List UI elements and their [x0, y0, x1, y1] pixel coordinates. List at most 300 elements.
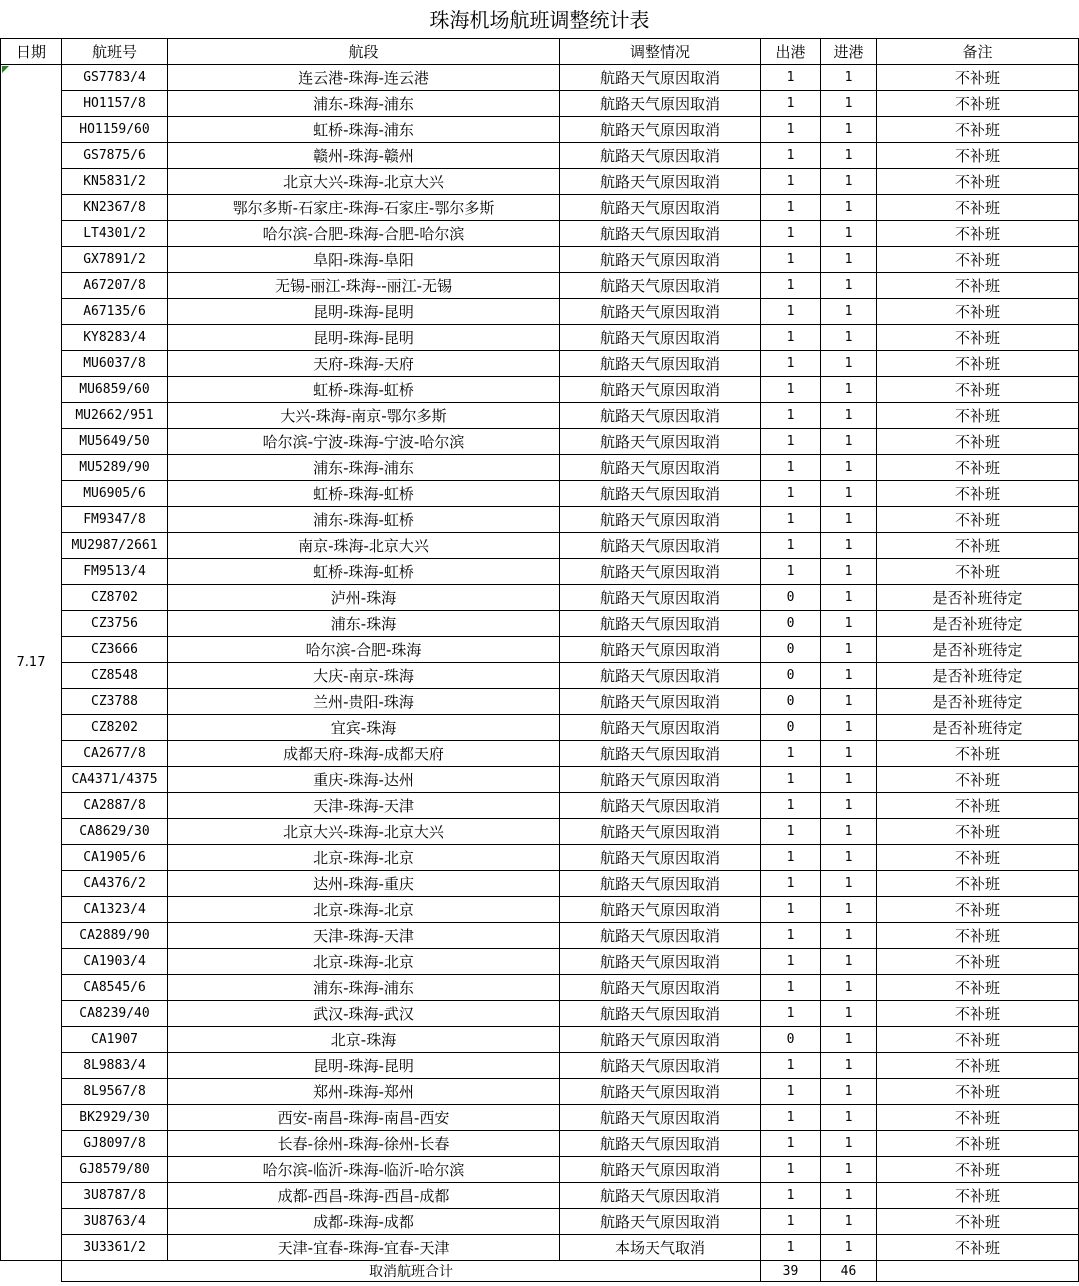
route-cell[interactable]: 哈尔滨-合肥-珠海-合肥-哈尔滨	[168, 221, 560, 247]
remark-cell[interactable]: 是否补班待定	[877, 663, 1079, 689]
adjustment-cell[interactable]: 航路天气原因取消	[560, 845, 761, 871]
remark-cell[interactable]: 不补班	[877, 1053, 1079, 1079]
adjustment-cell[interactable]: 航路天气原因取消	[560, 169, 761, 195]
flight-no-cell[interactable]: HO1157/8	[62, 91, 168, 117]
adjustment-cell[interactable]: 航路天气原因取消	[560, 481, 761, 507]
adjustment-cell[interactable]: 航路天气原因取消	[560, 117, 761, 143]
route-cell[interactable]: 昆明-珠海-昆明	[168, 325, 560, 351]
out-count-cell[interactable]: 1	[761, 871, 821, 897]
route-cell[interactable]: 阜阳-珠海-阜阳	[168, 247, 560, 273]
remark-cell[interactable]: 不补班	[877, 1079, 1079, 1105]
flight-no-cell[interactable]: MU6859/60	[62, 377, 168, 403]
total-blank-cell[interactable]	[1, 1261, 62, 1282]
flight-no-cell[interactable]: 3U8787/8	[62, 1183, 168, 1209]
total-in[interactable]: 46	[821, 1261, 877, 1282]
flight-no-cell[interactable]: CZ3756	[62, 611, 168, 637]
flight-no-cell[interactable]: MU2987/2661	[62, 533, 168, 559]
in-count-cell[interactable]: 1	[821, 143, 877, 169]
adjustment-cell[interactable]: 航路天气原因取消	[560, 403, 761, 429]
adjustment-cell[interactable]: 航路天气原因取消	[560, 299, 761, 325]
adjustment-cell[interactable]: 航路天气原因取消	[560, 507, 761, 533]
remark-cell[interactable]: 不补班	[877, 273, 1079, 299]
header-adjustment[interactable]: 调整情况	[560, 39, 761, 65]
total-out[interactable]: 39	[761, 1261, 821, 1282]
remark-cell[interactable]: 不补班	[877, 793, 1079, 819]
remark-cell[interactable]: 不补班	[877, 1105, 1079, 1131]
route-cell[interactable]: 虹桥-珠海-虹桥	[168, 481, 560, 507]
adjustment-cell[interactable]: 航路天气原因取消	[560, 221, 761, 247]
remark-cell[interactable]: 不补班	[877, 325, 1079, 351]
out-count-cell[interactable]: 1	[761, 559, 821, 585]
in-count-cell[interactable]: 1	[821, 741, 877, 767]
adjustment-cell[interactable]: 航路天气原因取消	[560, 611, 761, 637]
remark-cell[interactable]: 不补班	[877, 533, 1079, 559]
in-count-cell[interactable]: 1	[821, 1131, 877, 1157]
out-count-cell[interactable]: 1	[761, 1001, 821, 1027]
remark-cell[interactable]: 不补班	[877, 247, 1079, 273]
flight-no-cell[interactable]: 3U3361/2	[62, 1235, 168, 1261]
adjustment-cell[interactable]: 本场天气取消	[560, 1235, 761, 1261]
flight-no-cell[interactable]: CA1903/4	[62, 949, 168, 975]
flight-no-cell[interactable]: MU5649/50	[62, 429, 168, 455]
flight-no-cell[interactable]: CZ8548	[62, 663, 168, 689]
route-cell[interactable]: 北京大兴-珠海-北京大兴	[168, 819, 560, 845]
adjustment-cell[interactable]: 航路天气原因取消	[560, 949, 761, 975]
flight-no-cell[interactable]: CA2889/90	[62, 923, 168, 949]
out-count-cell[interactable]: 1	[761, 65, 821, 91]
in-count-cell[interactable]: 1	[821, 1079, 877, 1105]
flight-no-cell[interactable]: GS7875/6	[62, 143, 168, 169]
route-cell[interactable]: 宜宾-珠海	[168, 715, 560, 741]
in-count-cell[interactable]: 1	[821, 611, 877, 637]
header-remark[interactable]: 备注	[877, 39, 1079, 65]
route-cell[interactable]: 昆明-珠海-昆明	[168, 1053, 560, 1079]
adjustment-cell[interactable]: 航路天气原因取消	[560, 819, 761, 845]
table-row	[1, 91, 1079, 117]
in-count-cell[interactable]: 1	[821, 845, 877, 871]
in-count-cell[interactable]: 1	[821, 65, 877, 91]
total-label[interactable]: 取消航班合计	[62, 1261, 761, 1282]
route-cell[interactable]: 北京大兴-珠海-北京大兴	[168, 169, 560, 195]
route-cell[interactable]: 达州-珠海-重庆	[168, 871, 560, 897]
adjustment-cell[interactable]: 航路天气原因取消	[560, 897, 761, 923]
remark-cell[interactable]: 不补班	[877, 1131, 1079, 1157]
remark-cell[interactable]: 是否补班待定	[877, 689, 1079, 715]
route-cell[interactable]: 浦东-珠海-浦东	[168, 455, 560, 481]
out-count-cell[interactable]: 1	[761, 975, 821, 1001]
out-count-cell[interactable]: 1	[761, 299, 821, 325]
route-cell[interactable]: 浦东-珠海-浦东	[168, 975, 560, 1001]
in-count-cell[interactable]: 1	[821, 1001, 877, 1027]
remark-cell[interactable]: 是否补班待定	[877, 637, 1079, 663]
flight-no-cell[interactable]: FM9513/4	[62, 559, 168, 585]
flight-no-cell[interactable]: CZ3666	[62, 637, 168, 663]
flight-no-cell[interactable]: GJ8579/80	[62, 1157, 168, 1183]
out-count-cell[interactable]: 1	[761, 481, 821, 507]
table-row	[1, 533, 1079, 559]
flight-no-cell[interactable]: MU6905/6	[62, 481, 168, 507]
out-count-cell[interactable]: 1	[761, 247, 821, 273]
table-row	[1, 559, 1079, 585]
remark-cell[interactable]: 不补班	[877, 1183, 1079, 1209]
in-count-cell[interactable]: 1	[821, 585, 877, 611]
route-cell[interactable]: 无锡-丽江-珠海--丽江-无锡	[168, 273, 560, 299]
header-route[interactable]: 航段	[168, 39, 560, 65]
in-count-cell[interactable]: 1	[821, 793, 877, 819]
flight-no-cell[interactable]: FM9347/8	[62, 507, 168, 533]
remark-cell[interactable]: 不补班	[877, 1235, 1079, 1261]
route-cell[interactable]: 北京-珠海-北京	[168, 949, 560, 975]
flight-no-cell[interactable]: MU6037/8	[62, 351, 168, 377]
in-count-cell[interactable]: 1	[821, 481, 877, 507]
adjustment-cell[interactable]: 航路天气原因取消	[560, 91, 761, 117]
out-count-cell[interactable]: 0	[761, 715, 821, 741]
out-count-cell[interactable]: 1	[761, 273, 821, 299]
flight-no-cell[interactable]: HO1159/60	[62, 117, 168, 143]
remark-cell[interactable]: 不补班	[877, 767, 1079, 793]
flight-no-cell[interactable]: CZ8202	[62, 715, 168, 741]
in-count-cell[interactable]: 1	[821, 91, 877, 117]
remark-cell[interactable]: 不补班	[877, 923, 1079, 949]
table-row	[1, 1209, 1079, 1235]
in-count-cell[interactable]: 1	[821, 1105, 877, 1131]
in-count-cell[interactable]: 1	[821, 1157, 877, 1183]
route-cell[interactable]: 天津-珠海-天津	[168, 923, 560, 949]
table-row	[1, 403, 1079, 429]
in-count-cell[interactable]: 1	[821, 923, 877, 949]
flight-no-cell[interactable]: A67135/6	[62, 299, 168, 325]
adjustment-cell[interactable]: 航路天气原因取消	[560, 741, 761, 767]
out-count-cell[interactable]: 1	[761, 1079, 821, 1105]
remark-cell[interactable]: 不补班	[877, 455, 1079, 481]
flight-no-cell[interactable]: CA4376/2	[62, 871, 168, 897]
header-row	[1, 39, 1079, 65]
route-cell[interactable]: 哈尔滨-宁波-珠海-宁波-哈尔滨	[168, 429, 560, 455]
route-cell[interactable]: 虹桥-珠海-浦东	[168, 117, 560, 143]
in-count-cell[interactable]: 1	[821, 429, 877, 455]
table-row	[1, 1157, 1079, 1183]
adjustment-cell[interactable]: 航路天气原因取消	[560, 923, 761, 949]
in-count-cell[interactable]: 1	[821, 377, 877, 403]
header-flight-no[interactable]: 航班号	[62, 39, 168, 65]
adjustment-cell[interactable]: 航路天气原因取消	[560, 1079, 761, 1105]
remark-cell[interactable]: 不补班	[877, 897, 1079, 923]
route-cell[interactable]: 天津-珠海-天津	[168, 793, 560, 819]
flight-no-cell[interactable]: GX7891/2	[62, 247, 168, 273]
route-cell[interactable]: 大庆-南京-珠海	[168, 663, 560, 689]
out-count-cell[interactable]: 1	[761, 767, 821, 793]
in-count-cell[interactable]: 1	[821, 117, 877, 143]
route-cell[interactable]: 浦东-珠海-浦东	[168, 91, 560, 117]
out-count-cell[interactable]: 0	[761, 585, 821, 611]
adjustment-cell[interactable]: 航路天气原因取消	[560, 143, 761, 169]
route-cell[interactable]: 哈尔滨-合肥-珠海	[168, 637, 560, 663]
out-count-cell[interactable]: 1	[761, 897, 821, 923]
adjustment-cell[interactable]: 航路天气原因取消	[560, 1209, 761, 1235]
flight-no-cell[interactable]: CA2887/8	[62, 793, 168, 819]
remark-cell[interactable]: 是否补班待定	[877, 585, 1079, 611]
adjustment-cell[interactable]: 航路天气原因取消	[560, 1027, 761, 1053]
remark-cell[interactable]: 不补班	[877, 117, 1079, 143]
route-cell[interactable]: 天津-宜春-珠海-宜春-天津	[168, 1235, 560, 1261]
remark-cell[interactable]: 不补班	[877, 195, 1079, 221]
in-count-cell[interactable]: 1	[821, 247, 877, 273]
in-count-cell[interactable]: 1	[821, 169, 877, 195]
route-cell[interactable]: 连云港-珠海-连云港	[168, 65, 560, 91]
flight-no-cell[interactable]: A67207/8	[62, 273, 168, 299]
route-cell[interactable]: 长春-徐州-珠海-徐州-长春	[168, 1131, 560, 1157]
route-cell[interactable]: 大兴-珠海-南京-鄂尔多斯	[168, 403, 560, 429]
adjustment-cell[interactable]: 航路天气原因取消	[560, 715, 761, 741]
in-count-cell[interactable]: 1	[821, 1053, 877, 1079]
in-count-cell[interactable]: 1	[821, 325, 877, 351]
route-cell[interactable]: 鄂尔多斯-石家庄-珠海-石家庄-鄂尔多斯	[168, 195, 560, 221]
route-cell[interactable]: 南京-珠海-北京大兴	[168, 533, 560, 559]
remark-cell[interactable]: 不补班	[877, 507, 1079, 533]
remark-cell[interactable]: 不补班	[877, 429, 1079, 455]
flight-no-cell[interactable]: CZ3788	[62, 689, 168, 715]
route-cell[interactable]: 泸州-珠海	[168, 585, 560, 611]
in-count-cell[interactable]: 1	[821, 767, 877, 793]
out-count-cell[interactable]: 0	[761, 611, 821, 637]
remark-cell[interactable]: 是否补班待定	[877, 715, 1079, 741]
out-count-cell[interactable]: 1	[761, 949, 821, 975]
adjustment-cell[interactable]: 航路天气原因取消	[560, 793, 761, 819]
adjustment-cell[interactable]: 航路天气原因取消	[560, 767, 761, 793]
in-count-cell[interactable]: 1	[821, 1183, 877, 1209]
adjustment-cell[interactable]: 航路天气原因取消	[560, 559, 761, 585]
out-count-cell[interactable]: 1	[761, 507, 821, 533]
flight-no-cell[interactable]: CA4371/4375	[62, 767, 168, 793]
adjustment-cell[interactable]: 航路天气原因取消	[560, 429, 761, 455]
in-count-cell[interactable]: 1	[821, 975, 877, 1001]
in-count-cell[interactable]: 1	[821, 715, 877, 741]
out-count-cell[interactable]: 1	[761, 923, 821, 949]
remark-cell[interactable]: 不补班	[877, 1027, 1079, 1053]
flight-no-cell[interactable]: 8L9567/8	[62, 1079, 168, 1105]
adjustment-cell[interactable]: 航路天气原因取消	[560, 975, 761, 1001]
route-cell[interactable]: 郑州-珠海-郑州	[168, 1079, 560, 1105]
remark-cell[interactable]: 不补班	[877, 169, 1079, 195]
out-count-cell[interactable]: 1	[761, 351, 821, 377]
flight-no-cell[interactable]: CZ8702	[62, 585, 168, 611]
flight-no-cell[interactable]: CA8629/30	[62, 819, 168, 845]
out-count-cell[interactable]: 0	[761, 637, 821, 663]
out-count-cell[interactable]: 1	[761, 455, 821, 481]
remark-cell[interactable]: 不补班	[877, 351, 1079, 377]
table-row	[1, 715, 1079, 741]
flight-no-cell[interactable]: CA8239/40	[62, 1001, 168, 1027]
in-count-cell[interactable]: 1	[821, 1027, 877, 1053]
in-count-cell[interactable]: 1	[821, 533, 877, 559]
flight-no-cell[interactable]: LT4301/2	[62, 221, 168, 247]
out-count-cell[interactable]: 1	[761, 533, 821, 559]
remark-cell[interactable]: 不补班	[877, 143, 1079, 169]
route-cell[interactable]: 浦东-珠海	[168, 611, 560, 637]
flight-no-cell[interactable]: 8L9883/4	[62, 1053, 168, 1079]
adjustment-cell[interactable]: 航路天气原因取消	[560, 1183, 761, 1209]
in-count-cell[interactable]: 1	[821, 871, 877, 897]
route-cell[interactable]: 虹桥-珠海-虹桥	[168, 559, 560, 585]
in-count-cell[interactable]: 1	[821, 1235, 877, 1261]
flight-no-cell[interactable]: GS7783/4	[62, 65, 168, 91]
table-row	[1, 377, 1079, 403]
flight-no-cell[interactable]: CA8545/6	[62, 975, 168, 1001]
out-count-cell[interactable]: 1	[761, 1235, 821, 1261]
in-count-cell[interactable]: 1	[821, 507, 877, 533]
remark-cell[interactable]: 不补班	[877, 481, 1079, 507]
in-count-cell[interactable]: 1	[821, 351, 877, 377]
route-cell[interactable]: 兰州-贵阳-珠海	[168, 689, 560, 715]
remark-cell[interactable]: 不补班	[877, 65, 1079, 91]
adjustment-cell[interactable]: 航路天气原因取消	[560, 377, 761, 403]
route-cell[interactable]: 重庆-珠海-达州	[168, 767, 560, 793]
remark-cell[interactable]: 不补班	[877, 871, 1079, 897]
in-count-cell[interactable]: 1	[821, 819, 877, 845]
header-date[interactable]: 日期	[1, 39, 62, 65]
header-out[interactable]: 出港	[761, 39, 821, 65]
adjustment-cell[interactable]: 航路天气原因取消	[560, 273, 761, 299]
in-count-cell[interactable]: 1	[821, 637, 877, 663]
route-cell[interactable]: 赣州-珠海-赣州	[168, 143, 560, 169]
out-count-cell[interactable]: 1	[761, 1131, 821, 1157]
total-remark-cell[interactable]	[877, 1261, 1079, 1282]
remark-cell[interactable]: 不补班	[877, 1209, 1079, 1235]
flight-no-cell[interactable]: GJ8097/8	[62, 1131, 168, 1157]
remark-cell[interactable]: 不补班	[877, 377, 1079, 403]
route-cell[interactable]: 浦东-珠海-虹桥	[168, 507, 560, 533]
out-count-cell[interactable]: 1	[761, 325, 821, 351]
remark-cell[interactable]: 不补班	[877, 741, 1079, 767]
remark-cell[interactable]: 不补班	[877, 299, 1079, 325]
adjustment-cell[interactable]: 航路天气原因取消	[560, 1131, 761, 1157]
out-count-cell[interactable]: 0	[761, 663, 821, 689]
adjustment-cell[interactable]: 航路天气原因取消	[560, 455, 761, 481]
adjustment-cell[interactable]: 航路天气原因取消	[560, 1001, 761, 1027]
remark-cell[interactable]: 不补班	[877, 845, 1079, 871]
out-count-cell[interactable]: 1	[761, 819, 821, 845]
route-cell[interactable]: 西安-南昌-珠海-南昌-西安	[168, 1105, 560, 1131]
adjustment-cell[interactable]: 航路天气原因取消	[560, 1053, 761, 1079]
out-count-cell[interactable]: 1	[761, 845, 821, 871]
out-count-cell[interactable]: 1	[761, 403, 821, 429]
out-count-cell[interactable]: 1	[761, 195, 821, 221]
adjustment-cell[interactable]: 航路天气原因取消	[560, 637, 761, 663]
out-count-cell[interactable]: 1	[761, 1157, 821, 1183]
in-count-cell[interactable]: 1	[821, 949, 877, 975]
in-count-cell[interactable]: 1	[821, 221, 877, 247]
out-count-cell[interactable]: 1	[761, 377, 821, 403]
out-count-cell[interactable]: 0	[761, 1027, 821, 1053]
route-cell[interactable]: 成都-西昌-珠海-西昌-成都	[168, 1183, 560, 1209]
route-cell[interactable]: 昆明-珠海-昆明	[168, 299, 560, 325]
remark-cell[interactable]: 不补班	[877, 1001, 1079, 1027]
adjustment-cell[interactable]: 航路天气原因取消	[560, 195, 761, 221]
remark-cell[interactable]: 不补班	[877, 1157, 1079, 1183]
in-count-cell[interactable]: 1	[821, 403, 877, 429]
adjustment-cell[interactable]: 航路天气原因取消	[560, 1105, 761, 1131]
adjustment-cell[interactable]: 航路天气原因取消	[560, 585, 761, 611]
in-count-cell[interactable]: 1	[821, 455, 877, 481]
remark-cell[interactable]: 不补班	[877, 221, 1079, 247]
table-row	[1, 221, 1079, 247]
out-count-cell[interactable]: 1	[761, 793, 821, 819]
flight-no-cell[interactable]: MU2662/951	[62, 403, 168, 429]
in-count-cell[interactable]: 1	[821, 1209, 877, 1235]
remark-cell[interactable]: 不补班	[877, 403, 1079, 429]
in-count-cell[interactable]: 1	[821, 559, 877, 585]
flight-no-cell[interactable]: BK2929/30	[62, 1105, 168, 1131]
route-cell[interactable]: 哈尔滨-临沂-珠海-临沂-哈尔滨	[168, 1157, 560, 1183]
in-count-cell[interactable]: 1	[821, 897, 877, 923]
adjustment-cell[interactable]: 航路天气原因取消	[560, 533, 761, 559]
in-count-cell[interactable]: 1	[821, 663, 877, 689]
flight-no-cell[interactable]: CA1905/6	[62, 845, 168, 871]
remark-cell[interactable]: 是否补班待定	[877, 611, 1079, 637]
flight-no-cell[interactable]: 3U8763/4	[62, 1209, 168, 1235]
adjustment-cell[interactable]: 航路天气原因取消	[560, 247, 761, 273]
route-cell[interactable]: 武汉-珠海-武汉	[168, 1001, 560, 1027]
route-cell[interactable]: 虹桥-珠海-虹桥	[168, 377, 560, 403]
route-cell[interactable]: 成都天府-珠海-成都天府	[168, 741, 560, 767]
flight-no-cell[interactable]: KY8283/4	[62, 325, 168, 351]
route-cell[interactable]: 北京-珠海-北京	[168, 897, 560, 923]
out-count-cell[interactable]: 1	[761, 143, 821, 169]
date-cell[interactable]	[1, 65, 62, 1261]
flight-no-cell[interactable]: KN2367/8	[62, 195, 168, 221]
adjustment-cell[interactable]: 航路天气原因取消	[560, 65, 761, 91]
adjustment-cell[interactable]: 航路天气原因取消	[560, 871, 761, 897]
flight-no-cell[interactable]: KN5831/2	[62, 169, 168, 195]
out-count-cell[interactable]: 1	[761, 429, 821, 455]
adjustment-cell[interactable]: 航路天气原因取消	[560, 663, 761, 689]
header-in[interactable]: 进港	[821, 39, 877, 65]
remark-cell[interactable]: 不补班	[877, 819, 1079, 845]
flight-no-cell[interactable]: CA2677/8	[62, 741, 168, 767]
adjustment-cell[interactable]: 航路天气原因取消	[560, 351, 761, 377]
in-count-cell[interactable]: 1	[821, 299, 877, 325]
route-cell[interactable]: 成都-珠海-成都	[168, 1209, 560, 1235]
in-count-cell[interactable]: 1	[821, 195, 877, 221]
table-row	[1, 143, 1079, 169]
in-count-cell[interactable]: 1	[821, 273, 877, 299]
adjustment-cell[interactable]: 航路天气原因取消	[560, 325, 761, 351]
flight-no-cell[interactable]: CA1323/4	[62, 897, 168, 923]
remark-cell[interactable]: 不补班	[877, 949, 1079, 975]
adjustment-cell[interactable]: 航路天气原因取消	[560, 689, 761, 715]
out-count-cell[interactable]: 1	[761, 1209, 821, 1235]
out-count-cell[interactable]: 1	[761, 169, 821, 195]
route-cell[interactable]: 北京-珠海-北京	[168, 845, 560, 871]
adjustment-cell[interactable]: 航路天气原因取消	[560, 1157, 761, 1183]
in-count-cell[interactable]: 1	[821, 689, 877, 715]
flight-no-cell[interactable]: CA1907	[62, 1027, 168, 1053]
flight-no-cell[interactable]: MU5289/90	[62, 455, 168, 481]
out-count-cell[interactable]: 1	[761, 91, 821, 117]
out-count-cell[interactable]: 0	[761, 689, 821, 715]
out-count-cell[interactable]: 1	[761, 741, 821, 767]
route-cell[interactable]: 北京-珠海	[168, 1027, 560, 1053]
route-cell[interactable]: 天府-珠海-天府	[168, 351, 560, 377]
remark-cell[interactable]: 不补班	[877, 559, 1079, 585]
out-count-cell[interactable]: 1	[761, 1105, 821, 1131]
out-count-cell[interactable]: 1	[761, 221, 821, 247]
remark-cell[interactable]: 不补班	[877, 91, 1079, 117]
out-count-cell[interactable]: 1	[761, 1183, 821, 1209]
out-count-cell[interactable]: 1	[761, 117, 821, 143]
out-count-cell[interactable]: 1	[761, 1053, 821, 1079]
remark-cell[interactable]: 不补班	[877, 975, 1079, 1001]
